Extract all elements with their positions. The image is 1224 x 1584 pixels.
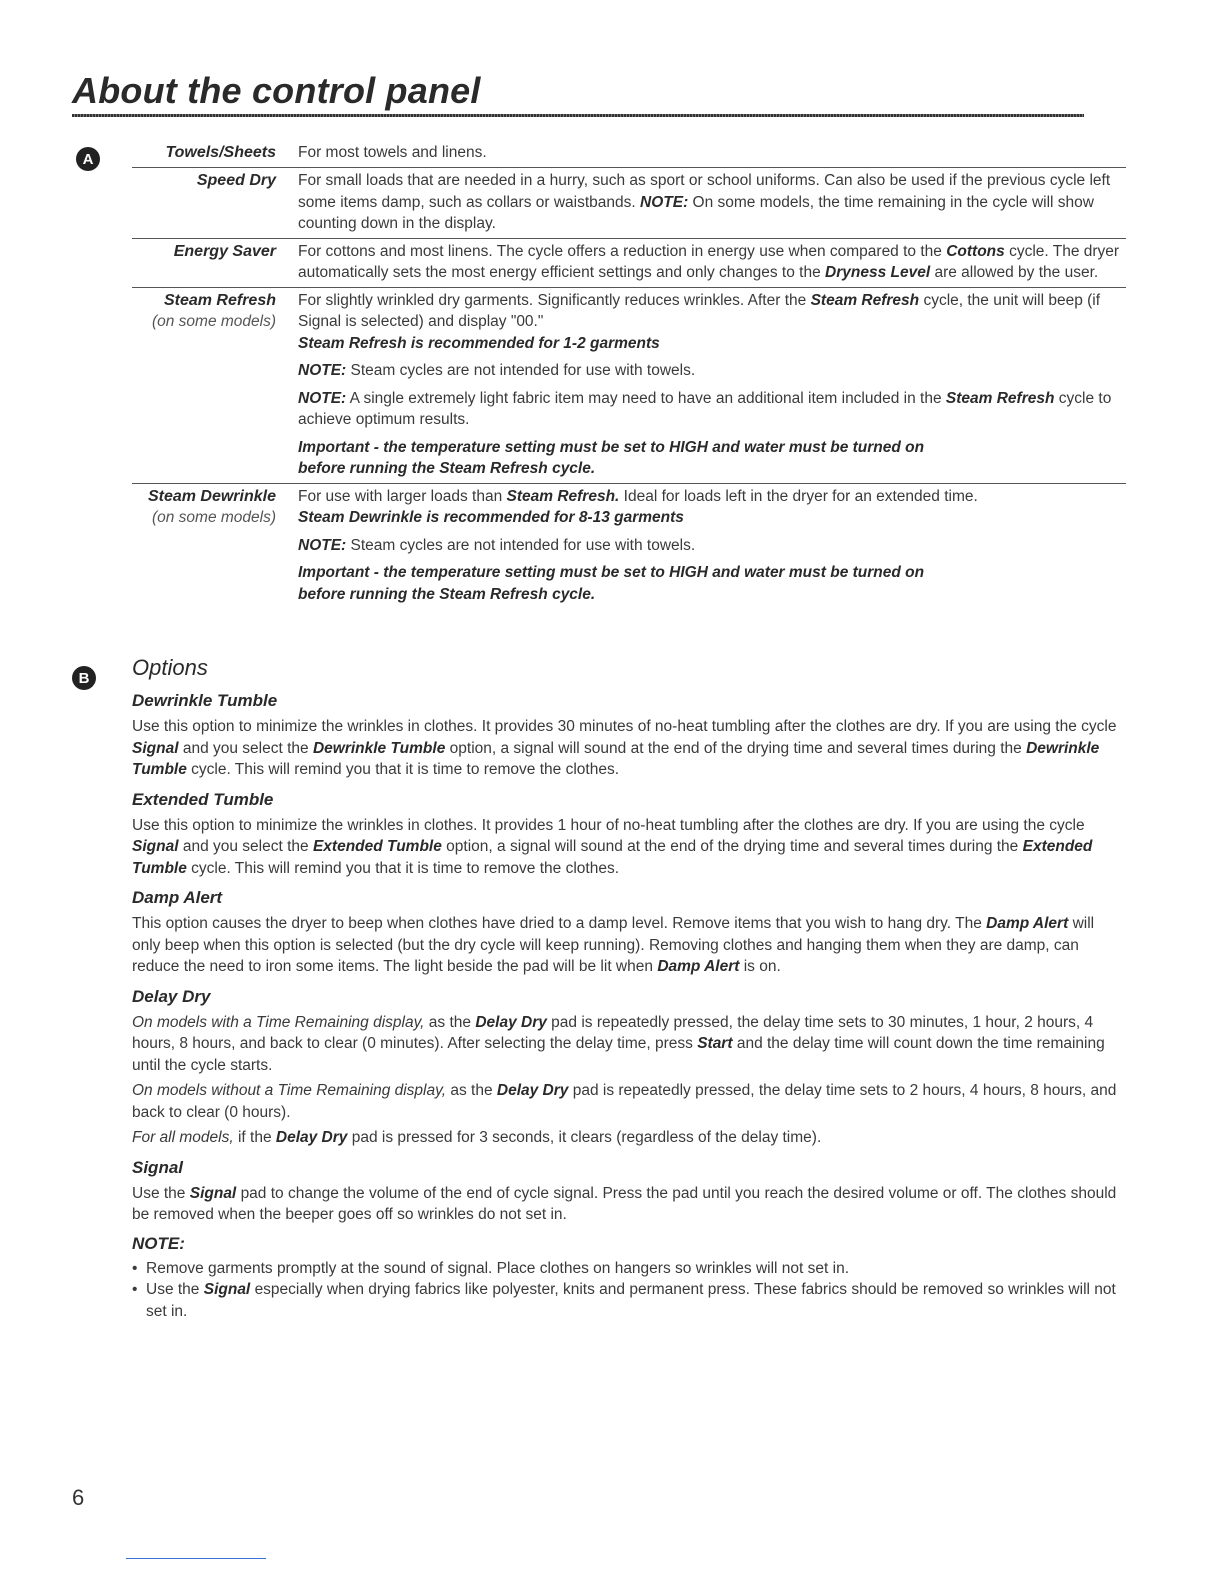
- list-item: [146, 1258, 1126, 1280]
- emphasis: Delay Dry: [475, 1013, 547, 1031]
- page-number: 6: [72, 1485, 85, 1510]
- text: For cottons and most linens. The cycle offers a reduction in energy use when compared to the: [298, 242, 942, 260]
- note-list: [132, 1258, 1126, 1323]
- note-title: NOTE:: [132, 1233, 185, 1253]
- table-row: [132, 168, 1126, 239]
- cycle-name: Steam Dewrinkle: [147, 487, 276, 505]
- option-title: Signal: [132, 1157, 184, 1177]
- recommendation: Steam Dewrinkle is recommended for 8-13 garments: [298, 509, 684, 526]
- cycle-name: Speed Dry: [196, 172, 276, 189]
- option-description: [132, 1127, 1126, 1149]
- text: For slightly wrinkled dry garments. Significantly reduces wrinkles. After the: [298, 291, 807, 309]
- text: Steam cycles are not intended for use with towels.: [350, 362, 696, 379]
- note-label: NOTE:: [298, 389, 347, 407]
- note-label: NOTE:: [298, 362, 347, 379]
- emphasis: Damp Alert: [657, 958, 740, 975]
- cycle-description: [298, 290, 1126, 480]
- emphasis: Delay Dry: [496, 1082, 569, 1099]
- text: Steam cycles are not intended for use with towels.: [350, 536, 696, 554]
- list-item: [146, 1279, 1126, 1322]
- text: cycle. The dryer automatically sets the most energy efficient settings and only changes to the: [298, 242, 1120, 281]
- text: pad is pressed for 3 seconds, it clears (regardless of the delay time).: [351, 1129, 822, 1146]
- text: On models without a Time Remaining display,: [132, 1082, 447, 1099]
- emphasis: Signal: [132, 838, 179, 855]
- text: On some models, the time remaining in the cycle will show counting down in the display.: [298, 193, 1094, 232]
- option-title: Delay Dry: [132, 986, 211, 1006]
- important-note: Important - the temperature setting must be set to HIGH and water must be turned on: [298, 438, 925, 456]
- emphasis: Start: [697, 1035, 733, 1052]
- section-a-badge: A: [76, 147, 100, 171]
- important-note: Important - the temperature setting must be set to HIGH and water must be turned on: [298, 564, 925, 581]
- text: and you select the: [182, 739, 309, 757]
- option-title: Extended Tumble: [132, 789, 274, 809]
- footer-rule: [126, 1558, 266, 1559]
- text: option, a signal will sound at the end of the drying time and several times during the: [446, 838, 1019, 855]
- emphasis: Cottons: [946, 242, 1005, 260]
- table-row: [132, 288, 1126, 484]
- text: Use the: [146, 1281, 200, 1298]
- text: is on.: [743, 958, 781, 975]
- option-description: [132, 1012, 1126, 1077]
- text: On models with a Time Remaining display,: [132, 1013, 425, 1031]
- option-title: Damp Alert: [132, 888, 223, 907]
- section-b-badge: B: [72, 666, 96, 690]
- text: as the: [428, 1013, 472, 1031]
- text: Use the: [132, 1184, 186, 1202]
- text: option, a signal will sound at the end of the drying time and several times during the: [449, 739, 1022, 757]
- option-description: [132, 913, 1126, 978]
- options-heading: Options: [132, 655, 208, 680]
- emphasis: Dewrinkle Tumble: [312, 739, 446, 757]
- text: are allowed by the user.: [934, 264, 1099, 281]
- text: Use this option to minimize the wrinkles in clothes. It provides 1 hour of no-heat tumbling after the clothes are dry. If you are using the cycle: [132, 816, 1085, 834]
- cycle-availability: (on some models): [151, 312, 276, 330]
- cycle-name: Energy Saver: [173, 242, 276, 260]
- emphasis: Dewrinkle Tumble: [132, 739, 1100, 778]
- text: pad is repeatedly pressed, the delay time sets to 30 minutes, 1 hour, 2 hours, 4 hours, 8 hours, and back to clear (0 minutes). After selecting the delay time, press: [132, 1013, 1094, 1052]
- note-label: NOTE:: [640, 193, 689, 211]
- option-description: [132, 815, 1126, 880]
- text: cycle. This will remind you that it is time to remove the clothes.: [191, 761, 620, 778]
- text: will only beep when this option is selected (but the dry cycle will keep running). Removing clothes and hanging them when they are damp, can reduce the need to iron some items. The light beside the pad will be lit when: [132, 915, 1095, 975]
- recommendation: Steam Refresh is recommended for 1-2 garments: [298, 334, 660, 352]
- table-row: [132, 484, 1126, 609]
- cycle-description: [298, 486, 1126, 606]
- text: as the: [450, 1082, 493, 1099]
- text: cycle, the unit will beep (if Signal is selected) and display "00.": [298, 291, 1101, 330]
- emphasis: Extended Tumble: [312, 838, 442, 855]
- table-row: [132, 140, 1126, 168]
- cycle-table: [132, 140, 1126, 608]
- text: and the delay time will count down the time remaining until the cycle starts.: [132, 1035, 1105, 1074]
- table-row: [132, 239, 1126, 288]
- page-title: About the control panel: [72, 70, 481, 111]
- emphasis: Steam Refresh.: [506, 487, 620, 505]
- cycle-description: For most towels and linens.: [298, 144, 487, 161]
- emphasis: Signal: [203, 1281, 251, 1298]
- cycle-availability: (on some models): [151, 508, 276, 526]
- important-note: before running the Steam Refresh cycle.: [298, 585, 596, 603]
- text: and you select the: [182, 838, 309, 855]
- emphasis: Damp Alert: [986, 915, 1069, 932]
- text: Remove garments promptly at the sound of signal. Place clothes on hangers so wrinkles will not set in.: [146, 1259, 850, 1277]
- emphasis: Dryness Level: [825, 264, 931, 281]
- text: Ideal for loads left in the dryer for an extended time.: [623, 487, 978, 505]
- text: For all models,: [132, 1129, 234, 1146]
- text: Use this option to minimize the wrinkles in clothes. It provides 30 minutes of no-heat tumbling after the clothes are dry. If you are using the cycle: [132, 718, 1117, 735]
- option-description: [132, 1183, 1126, 1226]
- text: For small loads that are needed in a hurry, such as sport or school uniforms. Can also be used if the previous cycle left some items damp, such as collars or waistbands.: [298, 172, 1111, 211]
- text: This option causes the dryer to beep when clothes have dried to a damp level. Remove items that you wish to hang dry. The: [132, 915, 982, 932]
- text: A single extremely light fabric item may need to have an additional item included in the: [349, 389, 942, 407]
- text: cycle. This will remind you that it is time to remove the clothes.: [191, 859, 620, 877]
- emphasis: Extended Tumble: [132, 838, 1093, 877]
- title-rule: [72, 114, 1084, 117]
- text: pad is repeatedly pressed, the delay time sets to 2 hours, 4 hours, 8 hours, and back to clear (0 hours).: [132, 1082, 1117, 1121]
- emphasis: Steam Refresh: [945, 389, 1055, 407]
- emphasis: Steam Refresh: [810, 291, 920, 309]
- option-description: [132, 716, 1126, 781]
- cycle-description: [298, 170, 1126, 235]
- options-section: [132, 690, 1126, 1322]
- text: cycle to achieve optimum results.: [298, 389, 1112, 428]
- text: For use with larger loads than: [298, 487, 503, 505]
- cycle-name: Steam Refresh: [163, 291, 276, 309]
- cycle-name: Towels/Sheets: [165, 144, 276, 161]
- cycle-description: [298, 241, 1126, 284]
- option-title: Dewrinkle Tumble: [132, 691, 278, 710]
- emphasis: Signal: [189, 1184, 237, 1202]
- emphasis: Signal: [132, 739, 179, 757]
- text: pad to change the volume of the end of cycle signal. Press the pad until you reach the desired volume or off. The clothes should be removed when the beeper goes off so wrinkles do not set in.: [132, 1184, 1117, 1223]
- text: especially when drying fabrics like polyester, knits and permanent press. These fabrics should be removed so wrinkles will not set in.: [146, 1281, 1116, 1320]
- text: if the: [237, 1129, 272, 1146]
- emphasis: Delay Dry: [275, 1129, 348, 1146]
- option-description: [132, 1080, 1126, 1123]
- important-note: before running the Steam Refresh cycle.: [298, 460, 596, 477]
- note-label: NOTE:: [298, 536, 347, 554]
